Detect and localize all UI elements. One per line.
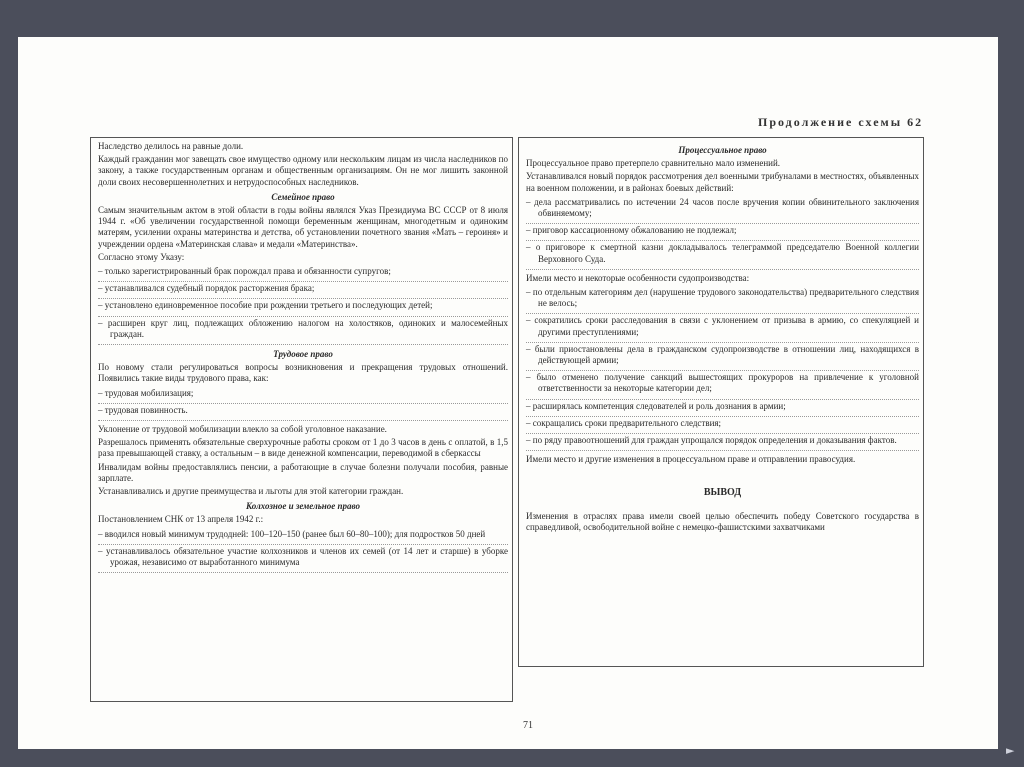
section-title-kolkhoz-law: Колхозное и земельное право: [246, 501, 360, 512]
list-item: – о приговоре к смертной казни докладывалось телеграммой председателю Военной коллегии Верховного Суда.: [526, 240, 919, 266]
conclusion-title: ВЫВОД: [703, 487, 742, 499]
list-item: – установлено единовременное пособие при рождении третьего и последующих детей;: [98, 298, 508, 313]
list-item: – устанавливалось обязательное участие колхозников и членов их семей (от 14 лет и старше) в уборке урожая, независимо от выработанного минимума: [98, 544, 508, 570]
list-item: – вводился новый минимум трудодней: 100–120–150 (ранее был 60–80–100); для подростков 50 дней: [98, 528, 486, 539]
conclusion-text: Изменения в отраслях права имели своей целью обеспечить победу Советского государства в справедливой, освободительной войне с немецко-фашистскими захватчиками: [526, 510, 919, 532]
list-item: – по ряду правоотношений для граждан упрощался порядок определения и доказывания фактов.: [526, 433, 919, 448]
family-law-list: [98, 265, 508, 345]
text-paragraph: Устанавливались и другие преимущества и льготы для этой категории граждан.: [98, 486, 404, 497]
section-title-family-law: Семейное право: [271, 191, 335, 202]
text-paragraph: Уклонение от трудовой мобилизации влекло за собой уголовное наказание.: [98, 424, 387, 435]
section-title-labor-law: Трудовое право: [273, 349, 333, 360]
list-item: – приговор кассационному обжалованию не подлежал;: [526, 223, 919, 238]
text-paragraph: Имели место и некоторые особенности судопроизводства:: [526, 272, 750, 283]
text-paragraph: Имели место и другие изменения в процессуальном праве и отправлении правосудия.: [526, 454, 856, 465]
text-paragraph: Наследство делилось на равные доли.: [98, 141, 244, 151]
text-paragraph: Согласно этому Указу:: [98, 251, 185, 262]
text-paragraph: Постановлением СНК от 13 апреля 1942 г.:: [98, 514, 264, 525]
list-item: – только зарегистрированный брак порождал права и обязанности супругов;: [98, 266, 391, 277]
scheme-heading: Продолжение схемы 62: [758, 115, 924, 129]
list-item: – по отдельным категориям дел (нарушение трудового законодательства) предварительного следствия не велось;: [526, 287, 919, 309]
text-paragraph: Инвалидам войны предоставлялись пенсии, а работающие в случае болезни получали пособия, равные зарплате.: [98, 461, 508, 483]
labor-law-list: [98, 387, 508, 421]
list-item: – трудовая мобилизация;: [98, 387, 194, 398]
left-column: [90, 137, 513, 702]
list-item: – были приостановлены дела в гражданском судопроизводстве в отношении лиц, находящихся в действующей армии;: [526, 342, 919, 368]
list-item: – дела рассматривались по истечении 24 часов после вручения копии обвинительного заключения обвиняемому;: [526, 196, 919, 219]
list-item: – трудовая повинность.: [98, 403, 508, 418]
list-item: – устанавливался судебный порядок расторжения брака;: [98, 281, 508, 296]
scanned-page: [18, 37, 998, 749]
list-item: – расширен круг лиц, подлежащих обложению налогом на холостяков, одиноких и малосемейных граждан.: [98, 316, 508, 342]
list-item: – было отменено получение санкций вышестоящих прокуроров на привлечение к уголовной ответственности за некоторые категории дел;: [526, 370, 919, 396]
slide-arrow-icon: ►: [1006, 744, 1015, 757]
text-paragraph: Процессуальное право претерпело сравнительно мало изменений.: [526, 158, 781, 169]
text-paragraph: По новому стали регулироваться вопросы возникновения и прекращения трудовых отношений. Появились такие виды трудового права, как:: [98, 362, 508, 384]
text-paragraph: Самым значительным актом в этой области в годы войны являлся Указ Президиума ВС СССР от 8 июля 1944 г. «Об увеличении государственной помощи беременным женщинам, многодетным и одиноким матерям, усилении охраны материнства и детства, об установлении почетного звания «Мать – героиня» и учреждении ордена «Материнская слава» и медали «Материнства».: [98, 205, 508, 249]
text-paragraph: Разрешалось применять обязательные сверхурочные работы сроком от 1 до 3 часов в день с оплатой, в 1,5 раза превышающей ставку, а остальным – в виде денежной компенсации, переводимой в сберкассы: [98, 437, 508, 459]
kolkhoz-law-list: [98, 528, 508, 574]
page-number: 71: [523, 720, 533, 731]
list-item: – расширялась компетенция следователей и роль дознания в армии;: [526, 399, 919, 414]
section-title-procedural-law: Процессуальное право: [678, 145, 767, 155]
list-item: – сократились сроки расследования в связи с уклонением от призыва в армию, со спекуляцией и другими преступлениями;: [526, 313, 919, 339]
right-column: [518, 137, 924, 667]
text-paragraph: Устанавливался новый порядок рассмотрения дел военными трибуналами в местностях, объявленных на военном положении, и в районах боевых действий:: [526, 171, 919, 193]
procedure-features-list: [526, 286, 919, 451]
tribunal-procedure-list: [526, 196, 919, 270]
list-item: – сокращались сроки предварительного следствия;: [526, 416, 919, 431]
text-paragraph: Каждый гражданин мог завещать свое имущество одному или нескольким лицам из числа наследников по закону, а также государственным органам и общественным организациям. Он не мог лишить законной доли своих несовершеннолетних и нетрудоспособных наследников.: [98, 154, 508, 187]
